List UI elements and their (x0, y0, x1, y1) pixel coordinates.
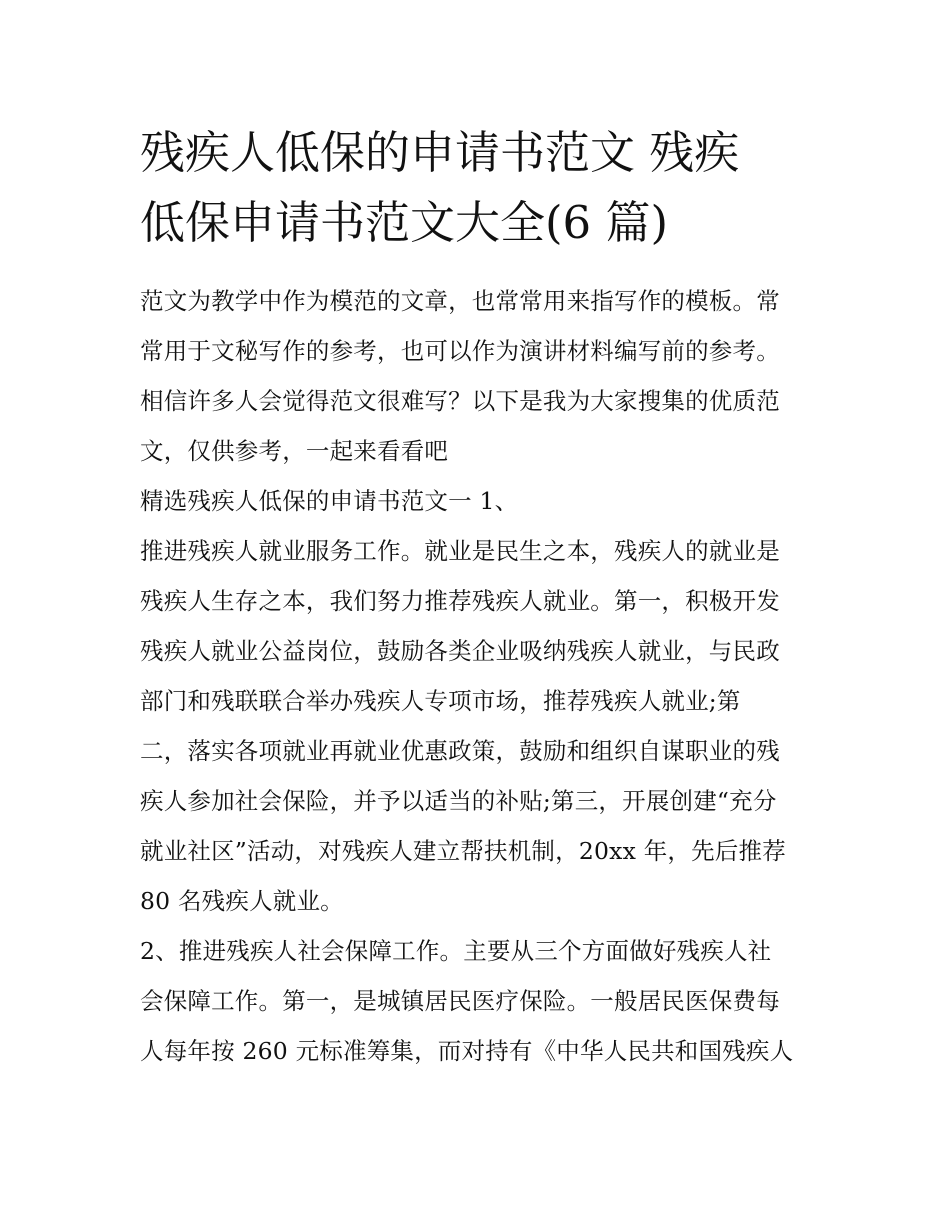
body-line: 残疾人就业公益岗位，鼓励各类企业吸纳残疾人就业，与民政 (140, 637, 780, 665)
body-line: 80 名残疾人就业。 (140, 887, 344, 915)
body-line: 二，落实各项就业再就业优惠政策，鼓励和组织自谋职业的残 (140, 737, 780, 765)
body-line: 残疾人生存之本，我们努力推荐残疾人就业。第一，积极开发 (140, 587, 780, 615)
document-title (140, 118, 820, 258)
title-line: 残疾人低保的申请书范文 残疾 (140, 126, 740, 179)
title-line: 低保申请书范文大全(6 篇) (140, 196, 669, 249)
body-line: 范文为教学中作为模范的文章，也常常用来指写作的模板。常 (140, 287, 780, 315)
body-line: 就业社区”活动，对残疾人建立帮扶机制，20xx 年，先后推荐 (140, 837, 786, 865)
body-line: 2、推进残疾人社会保障工作。主要从三个方面做好残疾人社 (140, 937, 772, 965)
section-heading: 精选残疾人低保的申请书范文一 1、 (140, 487, 519, 515)
body-line: 人每年按 260 元标准筹集，而对持有《中华人民共和国残疾人 (140, 1037, 794, 1065)
body-line: 会保障工作。第一，是城镇居民医疗保险。一般居民医保费每 (140, 987, 780, 1015)
body-line: 疾人参加社会保险，并予以适当的补贴;第三，开展创建“充分 (140, 787, 777, 815)
document-body (140, 276, 820, 1076)
body-line: 文，仅供参考，一起来看看吧 (140, 437, 449, 465)
body-line: 部门和残联联合举办残疾人专项市场，推荐残疾人就业;第 (140, 687, 741, 715)
body-line: 相信许多人会觉得范文很难写？以下是我为大家搜集的优质范 (140, 387, 780, 415)
body-line: 推进残疾人就业服务工作。就业是民生之本，残疾人的就业是 (140, 537, 780, 565)
body-line: 常用于文秘写作的参考，也可以作为演讲材料编写前的参考。 (140, 337, 780, 365)
